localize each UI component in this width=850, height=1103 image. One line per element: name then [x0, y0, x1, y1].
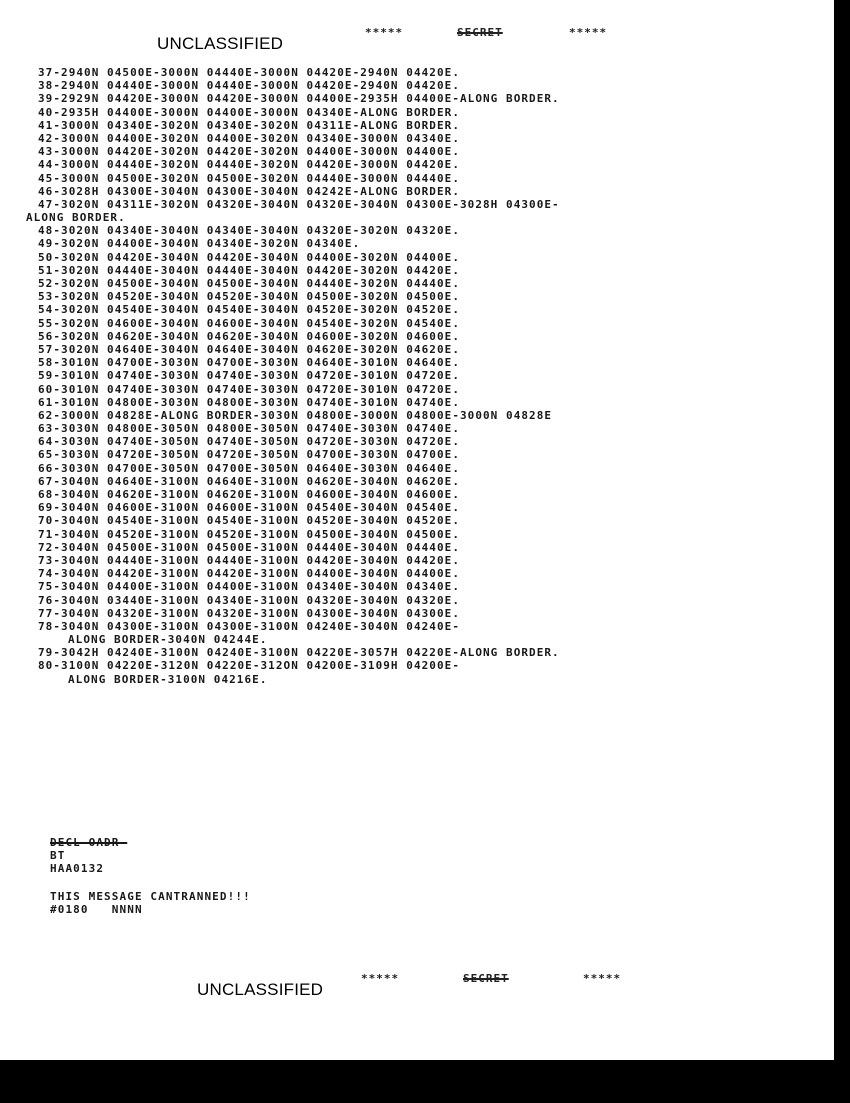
blank-gap — [50, 876, 450, 890]
footer-stars-left: ***** — [361, 972, 400, 985]
body-line: 39-2929N 04420E-3000N 04420E-3000N 04400E-2935H 04400E-ALONG BORDER. — [38, 92, 560, 106]
body-line: 41-3000N 04340E-3020N 04340E-3020N 04311E-ALONG BORDER. — [38, 118, 460, 132]
body-line: 47-3020N 04311E-3020N 04320E-3040N 04320E-3040N 04300E-3028H 04300E- — [38, 197, 560, 211]
body-line-continuation: ALONG BORDER. — [26, 211, 126, 225]
body-line: 72-3040N 04500E-3100N 04500E-3100N 04440E-3040N 04440E. — [38, 540, 460, 554]
body-line: 79-3042H 04240E-3100N 04240E-3100N 04220E-3057H 04220E-ALONG BORDER. — [38, 646, 560, 660]
body-line: 77-3040N 04320E-3100N 04320E-3100N 04300E-3040N 04300E. — [38, 606, 460, 620]
body-line: 64-3030N 04740E-3050N 04740E-3050N 04720E-3030N 04720E. — [38, 435, 460, 449]
body-line: 42-3000N 04400E-3020N 04400E-3020N 04340E-3000N 04340E. — [38, 131, 460, 145]
body-line: 66-3030N 04700E-3050N 04700E-3050N 04640E-3030N 04640E. — [38, 461, 460, 475]
body-line-continuation: ALONG BORDER-3040N 04244E. — [68, 633, 268, 647]
body-line: 61-3010N 04800E-3030N 04800E-3030N 04740E-3010N 04740E. — [38, 395, 460, 409]
body-line: 73-3040N 04440E-3100N 04440E-3100N 04420E-3040N 04420E. — [38, 553, 460, 567]
message-body — [26, 66, 738, 686]
body-line: 62-3000N 04828E-ALONG BORDER-3030N 04800E-3000N 04800E-3000N 04828E — [38, 408, 553, 422]
body-line: 52-3020N 04500E-3040N 04500E-3040N 04440E-3020N 04440E. — [38, 277, 460, 290]
body-line: 43-3000N 04420E-3020N 04420E-3020N 04400E-3000N 04400E. — [38, 145, 460, 159]
body-line: 40-2935H 04400E-3000N 04400E-3000N 04340E-ALONG BORDER. — [38, 105, 460, 119]
body-line: 70-3040N 04540E-3100N 04540E-3100N 04520E-3040N 04520E. — [38, 514, 460, 528]
header-classification-label: UNCLASSIFIED — [157, 34, 284, 53]
message-id: HAA0132 — [50, 862, 105, 876]
body-line: 65-3030N 04720E-3050N 04720E-3050N 04700E-3030N 04700E. — [38, 448, 460, 462]
body-line: 55-3020N 04600E-3040N 04600E-3040N 04540E-3020N 04540E. — [38, 316, 460, 330]
body-line: 71-3040N 04520E-3100N 04520E-3100N 04500E-3040N 04500E. — [38, 527, 460, 541]
footer-struck-secret: SECRET — [463, 972, 509, 985]
body-line: 60-3010N 04740E-3030N 04740E-3030N 04720E-3010N 04720E. — [38, 382, 460, 396]
scan-right-border — [834, 0, 850, 1103]
declassification-line: DECL-OADR- — [50, 836, 128, 849]
footer-classification-label: UNCLASSIFIED — [197, 980, 324, 999]
footer-stars-right: ***** — [583, 972, 622, 985]
body-line: 53-3020N 04520E-3040N 04520E-3040N 04500E-3020N 04500E. — [38, 290, 460, 304]
body-line: 50-3020N 04420E-3040N 04420E-3040N 04400E-3020N 04400E. — [38, 250, 460, 264]
end-of-message-code: #0180 NNNN — [50, 902, 143, 916]
body-line: 57-3020N 04640E-3040N 04640E-3040N 04620E-3020N 04620E. — [38, 342, 460, 356]
message-trailer — [50, 836, 450, 916]
body-line: 69-3040N 04600E-3100N 04600E-3100N 04540E-3040N 04540E. — [38, 501, 460, 515]
body-line: 54-3020N 04540E-3040N 04540E-3040N 04520E-3020N 04520E. — [38, 303, 460, 317]
scan-bottom-border — [0, 1060, 850, 1103]
body-line: 76-3040N 03440E-3100N 04340E-3100N 04320E-3040N 04320E. — [38, 593, 460, 607]
body-line: 38-2940N 04440E-3000N 04440E-3000N 04420E-2940N 04420E. — [38, 79, 460, 93]
header-struck-secret: SECRET — [457, 26, 503, 39]
body-line-continuation: ALONG BORDER-3100N 04216E. — [68, 672, 268, 686]
body-line: 63-3030N 04800E-3050N 04800E-3050N 04740E-3030N 04740E. — [38, 422, 460, 436]
body-line: 48-3020N 04340E-3040N 04340E-3040N 04320E-3020N 04320E. — [38, 224, 460, 238]
body-line: 78-3040N 04300E-3100N 04300E-3100N 04240E-3040N 04240E- — [38, 619, 460, 633]
body-line: 68-3040N 04620E-3100N 04620E-3100N 04600E-3040N 04600E. — [38, 488, 460, 501]
body-line: 75-3040N 04400E-3100N 04400E-3100N 04340E-3040N 04340E. — [38, 580, 460, 594]
break-marker: BT — [50, 849, 66, 863]
body-line: 74-3040N 04420E-3100N 04420E-3100N 04400E-3040N 04400E. — [38, 567, 460, 581]
body-line: 56-3020N 04620E-3040N 04620E-3040N 04600E-3020N 04600E. — [38, 329, 460, 343]
body-line: 44-3000N 04440E-3020N 04440E-3020N 04420E-3000N 04420E. — [38, 158, 460, 172]
body-line: 59-3010N 04740E-3030N 04740E-3030N 04720E-3010N 04720E. — [38, 369, 460, 383]
message-notice: THIS MESSAGE CANTRANNED!!! — [50, 889, 251, 903]
header-stars-left: ***** — [365, 26, 404, 39]
body-line: 49-3020N 04400E-3040N 04340E-3020N 04340E. — [38, 237, 361, 251]
body-line: 45-3000N 04500E-3020N 04500E-3020N 04440E-3000N 04440E. — [38, 171, 460, 185]
body-line: 80-3100N 04220E-3120N 04220E-312ON 04200E-3109H 04200E- — [38, 659, 460, 673]
body-line: 37-2940N 04500E-3000N 04440E-3000N 04420E-2940N 04420E. — [38, 66, 460, 79]
body-line: 46-3028H 04300E-3040N 04300E-3040N 04242E-ALONG BORDER. — [38, 184, 460, 198]
header-stars-right: ***** — [569, 26, 608, 39]
classification-footer — [197, 968, 697, 998]
body-line: 58-3010N 04700E-3030N 04700E-3030N 04640E-3010N 04640E. — [38, 356, 460, 370]
classification-header — [157, 22, 657, 52]
body-line: 67-3040N 04640E-3100N 04640E-3100N 04620E-3040N 04620E. — [38, 474, 460, 488]
body-line: 51-3020N 04440E-3040N 04440E-3040N 04420E-3020N 04420E. — [38, 263, 460, 277]
